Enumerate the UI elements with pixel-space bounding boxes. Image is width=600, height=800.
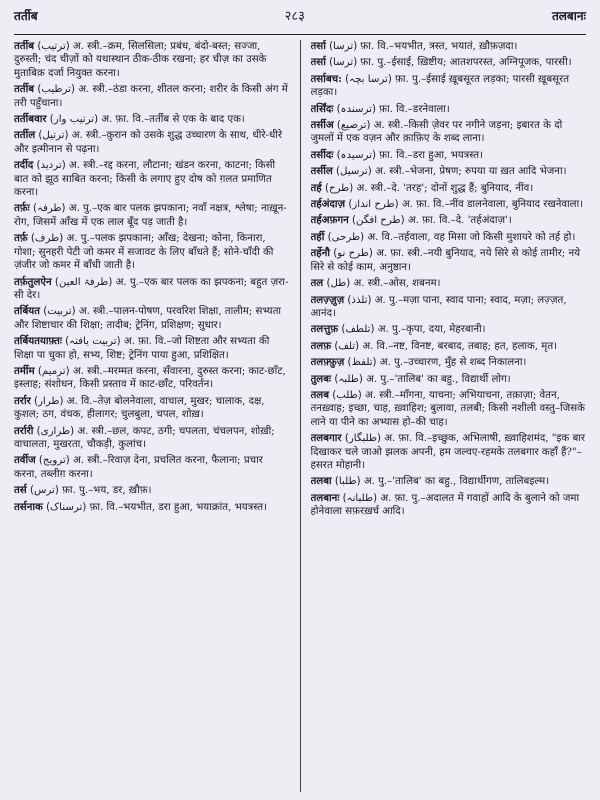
definition: अ. स्त्री.–ठंडा करना, शीतल करना; शरीर के किसी अंग में तरी पहुँचाना। [14, 84, 288, 109]
headword: तर्हअंदाज़ [310, 198, 346, 211]
right-column [311, 40, 587, 792]
dictionary-entry [311, 165, 587, 178]
headword: तर्सिंदः [310, 102, 334, 115]
urdu-spelling: (ترتیب وار) [49, 114, 99, 126]
left-guide-word: तर्तीब [14, 9, 38, 23]
definition: फ़ा. वि.–भयभीत, डरा हुआ, भयाक्रांत, भयत्रस्त। [89, 501, 267, 513]
dictionary-entry [311, 198, 587, 211]
headword: तर्तीबवार [14, 113, 47, 126]
headword: तर्रारी [14, 424, 34, 437]
definition: अ. फ़ा. स्त्री.–नयी बुनियाद, नये सिरे से कोई तामीर; नये सिरे से कोई काम, अनुष्ठान। [310, 248, 581, 273]
headword: तलज़्ज़ुज़ [310, 293, 345, 306]
headword: तुलबः [310, 372, 332, 385]
dictionary-entry [311, 149, 587, 162]
headword: तर्हेनौ [310, 247, 331, 260]
definition: अ. पु.–'तालिब' का बहु., विद्यार्थी लोग। [366, 373, 511, 385]
urdu-spelling: (طل) [326, 278, 351, 290]
urdu-spelling: (ترسیل) [336, 166, 372, 178]
urdu-spelling: (تلف) [334, 340, 360, 352]
dictionary-entry [14, 202, 290, 229]
definition: अ. वि.–तर्हवाला, वह मिसा जो किसी मुशायरे को तर्ह हो। [367, 231, 576, 243]
headword: तल [310, 277, 324, 290]
dictionary-entry [14, 40, 290, 80]
dictionary-entry [311, 73, 587, 100]
dictionary-entry [14, 276, 290, 303]
urdu-spelling: (ترسیدہ) [336, 149, 376, 161]
page-number: २८३ [284, 9, 305, 24]
headword: तर्तीब [14, 83, 35, 96]
urdu-spelling: (ترصیع) [336, 120, 371, 132]
definition: अ. फ़ा. वि.–जो शिष्टता और सभ्यता की शिक्षा पा चुका हो, सभ्य, शिष्ट; ट्रेनिंग पाया हुआ, प्रशिक्षित। [14, 336, 270, 361]
dictionary-entry [311, 231, 587, 244]
headword: तर्तील [14, 129, 36, 142]
definition: अ. पु.–एक बार पलक झपकाना; नवाँ नक्षत्र, श्लेषा; नाख़ून-रोग, जिसमें आँख में एक लाल बूँद पड़ जाती है। [14, 203, 287, 228]
dictionary-entry [311, 432, 587, 472]
urdu-spelling: (طرح نو) [333, 248, 373, 260]
urdu-spelling: (ترسا بچہ) [345, 73, 392, 85]
dictionary-entry [14, 232, 290, 272]
dictionary-entry [14, 395, 290, 422]
urdu-spelling: (طلب) [332, 389, 362, 401]
urdu-spelling: (طلبہ) [334, 373, 363, 385]
headword: तलफ़्फ़ुज़ [310, 356, 345, 369]
headword: तर्ह [310, 181, 322, 194]
dictionary-entry [14, 454, 290, 481]
urdu-spelling: (ترسناک) [46, 501, 87, 513]
headword: तलबा [310, 475, 332, 488]
definition: अ. स्त्री.–पालन-पोषण, परवरिश शिक्षा, तालीम; सभ्यता और शिष्टाचार की शिक्षा; तादीब; ट्रेनिंग, प्रशिक्षण; सुधार। [14, 306, 282, 331]
dictionary-entry [311, 373, 587, 386]
definition: फ़ा. पु.–ईसाई, ख़िष्टीय; आतशपरस्त, अग्निपूजक, पारसी। [360, 57, 572, 69]
definition: अ. पु.–मज़ा पाना, स्वाद पाना; स्वाद, मज़ा; लज़्ज़त, आनंद। [310, 294, 567, 319]
definition: अ. पु.–कृपा, दया, मेहरबानी। [377, 324, 486, 336]
urdu-spelling: (ترمیم) [37, 365, 70, 377]
dictionary-entry [311, 323, 587, 336]
dictionary-entry [311, 182, 587, 195]
dictionary-entry [14, 501, 290, 514]
definition: अ. पु.–'तालिब' का बहु., विद्यार्थीगण, तालिबइल्म। [363, 476, 550, 488]
urdu-spelling: (طرفۃ العین) [54, 276, 113, 288]
urdu-spelling: (تلفظ) [347, 357, 377, 369]
dictionary-entry [311, 294, 587, 321]
headword: तलबगार [310, 432, 342, 445]
dictionary-entry [311, 56, 587, 69]
headword: तर्सीदः [310, 148, 334, 161]
headword: तर्सील [310, 165, 333, 178]
urdu-spelling: (ترسا) [329, 57, 358, 69]
definition: अ. पु.–पलक झपकाना; आँख; देखना; कोना, किनारा, गोशा; सुनहरी पेटी जो कमर में सजावट के लिए बाँधते हैं; सोने-चाँदी की ज़ंजीर जो कमर में बाँधी जाती है। [14, 233, 274, 272]
headword: तर्हअफ़गन [310, 214, 349, 227]
definition: अ. फ़ा. पु.–अदालत में गवाहों आदि के बुलाने को जमा होनेवाला सफ़रख़र्च आदि। [310, 492, 580, 518]
definition: फ़ा. पु.–भय, डर, ख़ौफ़। [62, 485, 152, 497]
dictionary-entry [311, 389, 587, 429]
page-header [14, 6, 586, 32]
definition: अ. स्त्री.–माँगना, याचना; अभियाचना, तक़ाज़ा; वेतन, तनख़्वाह; इच्छा, चाह, ख़्वाहिश; बुलावा, तलबी; किसी नशीली वस्तु–जिसके लाने या पीने का अभ्यास हो–की चाह। [310, 389, 585, 428]
definition: अ. स्त्री.–छल, कपट, ठगी; चपलता, चंचलपन, शोख़ी; वाचालता, मुखरता, चौकड़ी, कुलांच। [14, 425, 275, 450]
headword: तर्तीब [14, 40, 35, 52]
dictionary-entry [14, 335, 290, 362]
dictionary-entry [311, 475, 587, 488]
dictionary-entry [311, 103, 587, 116]
urdu-spelling: (تلذذ) [347, 294, 372, 306]
urdu-spelling: (طرح انداز) [348, 199, 399, 211]
headword: तर्सा [310, 56, 326, 69]
definition: अ. स्त्री.–क़ुरान को उसके शुद्ध उच्चारण के साथ, धीरे-धीरे और इत्मीनान से पढ़ना। [14, 130, 283, 155]
urdu-spelling: (طرح) [324, 182, 354, 194]
definition: अ. पु.–एक बार पलक का झपकना; बहुत ज़रा-सी देर। [14, 276, 289, 301]
urdu-spelling: (طرف) [30, 233, 64, 245]
definition: अ. फ़ा. वि.–नींव डालनेवाला, बुनियाद रखनेवाला। [401, 199, 584, 211]
definition: अ. स्त्री.–क्रम, सिलसिला; प्रबंध, बंदो-बस्त; सज्जा, दुरुस्ती; चंद चीज़ों को यथास्थान ठीक-ठीक रखना; हर चीज़ का उसके मुताबिक़ दर्जा नियुक्त करना। [14, 41, 267, 79]
definition: फ़ा. पु.–ईसाई ख़ूबसूरत लड़का; पारसी ख़ूबसूरत लड़का। [310, 73, 570, 99]
headword: तलबानः [310, 491, 340, 504]
headword: तलब [310, 388, 330, 401]
urdu-spelling: (طرار) [34, 395, 64, 407]
definition: अ. वि.–नष्ट, विनष्ट, बरबाद, तबाह; हत, हलाक, मृत। [362, 340, 558, 352]
dictionary-entry [14, 305, 290, 332]
urdu-spelling: (طرح افگن) [352, 215, 405, 227]
urdu-spelling: (ترسندہ) [336, 103, 376, 115]
urdu-spelling: (ترس) [29, 485, 59, 497]
headword: तर्वीज [14, 454, 36, 467]
dictionary-entry [311, 340, 587, 353]
dictionary-entry [14, 365, 290, 392]
headword: तर्सा [310, 40, 326, 52]
dictionary-entry [311, 247, 587, 274]
definition: अ. स्त्री.–दे. 'तरह'; दोनों शुद्ध हैं; बुनियाद, नींव। [356, 182, 534, 194]
urdu-spelling: (طرحی) [327, 231, 365, 243]
definition: फ़ा. वि.–डरा हुआ, भयत्रस्त। [379, 149, 483, 161]
definition: फ़ा. वि.–डरनेवाला। [379, 103, 450, 115]
definition: अ. स्त्री.–मरम्मत करना, सँवारना, दुरुस्त करना; काट-छाँट, इस्लाह; संशोधन, किसी प्रस्ताव में काट-छाँट, परिवर्तन। [14, 365, 286, 391]
definition: अ. फ़ा. वि.–दे. 'तर्हअंदाज़'। [407, 215, 512, 227]
urdu-spelling: (طراری) [36, 425, 75, 437]
urdu-spelling: (تربیت) [43, 306, 76, 318]
header-rule [14, 34, 586, 35]
dictionary-entry [14, 113, 290, 126]
urdu-spelling: (طلبانہ) [342, 492, 378, 504]
headword: तर्सनाक [14, 500, 43, 513]
definition: अ. फ़ा. वि.–इच्छुक, अभिलाषी, ख़्वाहिशमंद, "इक बार दिखाकर चले जाओ झलक अपनी, हम जल्वए-रहमके तलबगार कहाँ हैं?"–हसरत मोहानी। [310, 433, 586, 471]
dictionary-entry [311, 214, 587, 227]
dictionary-entry [14, 83, 290, 110]
definition: फ़ा. वि.–भयभीत, त्रस्त, भयातं, ख़ौफ़ज़दा। [360, 41, 518, 52]
urdu-spelling: (طلبگار) [344, 433, 382, 445]
definition: अ. स्त्री.–भेजना, प्रेषण; रुपया या ख़त आदि भेजना। [375, 166, 567, 178]
definition: अ. वि.–तेज़ बोलनेवाला, वाचाल, मुखर; चालाक, दक्ष, कुशल; ठग, वंचक, हीलागर; चुलबुला, चपल, शोख़। [14, 395, 265, 421]
urdu-spelling: (طلبا) [334, 476, 361, 488]
headword: तर्ही [310, 230, 325, 243]
headword: तलत्तुफ़ [310, 323, 339, 336]
column-divider [300, 40, 301, 792]
definition: अ. पु.–उच्चारण, मुँह से शब्द निकालना। [379, 357, 527, 369]
left-column [14, 40, 290, 792]
urdu-spelling: (تردید) [36, 160, 66, 172]
definition: अ. स्त्री.–ओस, शबनम। [353, 278, 441, 290]
headword: तर्फ़तुलऐन [14, 275, 52, 288]
columns [14, 40, 586, 792]
urdu-spelling: (ترطیب) [37, 84, 75, 96]
urdu-spelling: (ترویج) [38, 455, 70, 467]
headword: तर्स [14, 484, 27, 497]
headword: तर्बियत [14, 305, 40, 318]
definition: अ. स्त्री.–रद्द करना, लौटाना; खंडन करना, काटना; किसी बात को झूठ साबित करना; किसी के लगाए हुए दोष को ग़लत प्रमाणित करना। [14, 160, 276, 199]
dictionary-entry [14, 484, 290, 497]
dictionary-entry [311, 277, 587, 290]
headword: तर्सीअ [310, 119, 334, 132]
dictionary-entry [14, 159, 290, 199]
urdu-spelling: (ترتیل) [38, 130, 69, 142]
dictionary-entry [311, 119, 587, 146]
dictionary-entry [14, 129, 290, 156]
urdu-spelling: (طرفہ) [32, 203, 66, 215]
dictionary-entry [311, 356, 587, 369]
headword: तर्दीद [14, 159, 34, 172]
urdu-spelling: (ترسا) [329, 41, 358, 52]
headword: तर्फ़ः [14, 202, 30, 215]
headword: तर्रार [14, 394, 31, 407]
urdu-spelling: (تربیت یافتہ) [65, 336, 121, 348]
definition: अ. स्त्री.–रिवाज़ देना, प्रचलित करना, फैलाना; प्रचार करना, तब्लीग़ करना। [14, 455, 263, 480]
headword: तलफ़ [310, 339, 332, 352]
urdu-spelling: (تلطف) [341, 324, 375, 336]
dictionary-entry [311, 492, 587, 519]
dictionary-entry [14, 425, 290, 452]
headword: तर्फ़ [14, 232, 28, 245]
dictionary-entry [311, 40, 587, 53]
headword: तर्साबच: [310, 72, 342, 85]
headword: तर्मीम [14, 364, 35, 377]
headword: तर्बियतयाफ़्तः [14, 335, 62, 348]
definition: अ. फ़ा. वि.–तर्तीब से एक के बाद एक। [101, 114, 245, 126]
urdu-spelling: (ترتیب) [37, 41, 70, 52]
right-guide-word: तलबानः [551, 9, 586, 23]
definition: अ. स्त्री.–किसी ज़ेवर पर नगीने जड़ना; इबारत के दो जुमलों में एक वज़न और क़ाफ़िए के शब्द लाना। [310, 120, 563, 145]
